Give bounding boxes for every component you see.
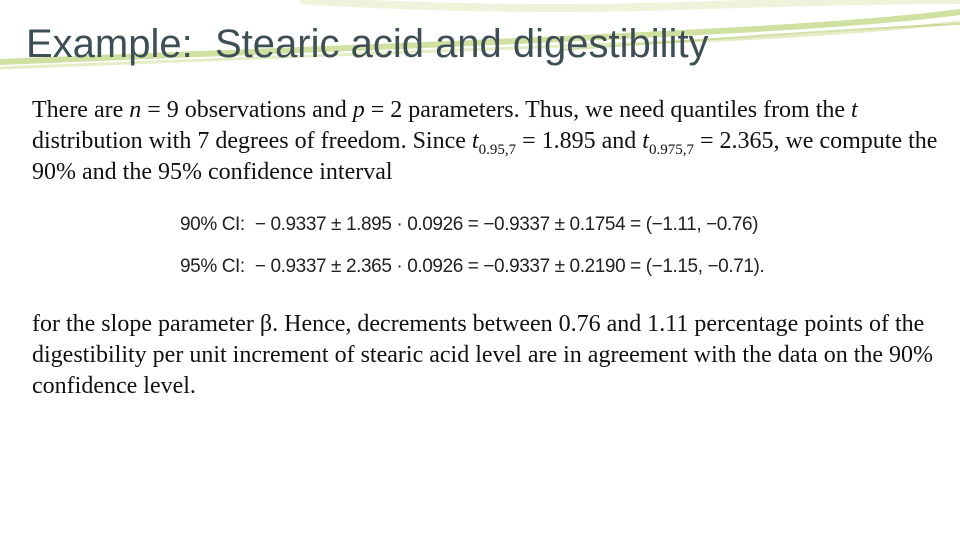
confidence-interval-formulas <box>180 204 764 288</box>
slide-title: Example: Stearic acid and digestibility <box>26 22 709 66</box>
ci-95-expression: − 0.9337 ± 2.365 · 0.0926 = −0.9337 ± 0.2190 = (−1.15, −0.71). <box>254 256 765 277</box>
conclusion-paragraph: for the slope parameter β. Hence, decrements between 0.76 and 1.11 percentage points of the digestibility per unit increment of stearic acid level are in agreement with the data on the 90% confidence level. <box>32 311 934 399</box>
ci-90-label: 90% CI: <box>180 214 245 235</box>
ci-90-expression: − 0.9337 ± 1.895 · 0.0926 = −0.9337 ± 0.1754 = (−1.11, −0.76) <box>254 214 759 235</box>
ci-95-row <box>180 246 764 288</box>
ci-95-label: 95% CI: <box>180 256 245 277</box>
ci-90-row <box>180 204 764 246</box>
intro-paragraph: There are n = 9 observations and p = 2 parameters. Thus, we need quantiles from the t distribution with 7 degrees of freedom. Since $t_{0.95,7} = 1.895$ and $t_{0.975,7} = 2.365$, we compute the 90% and the 95% confidence interval <box>32 97 938 185</box>
